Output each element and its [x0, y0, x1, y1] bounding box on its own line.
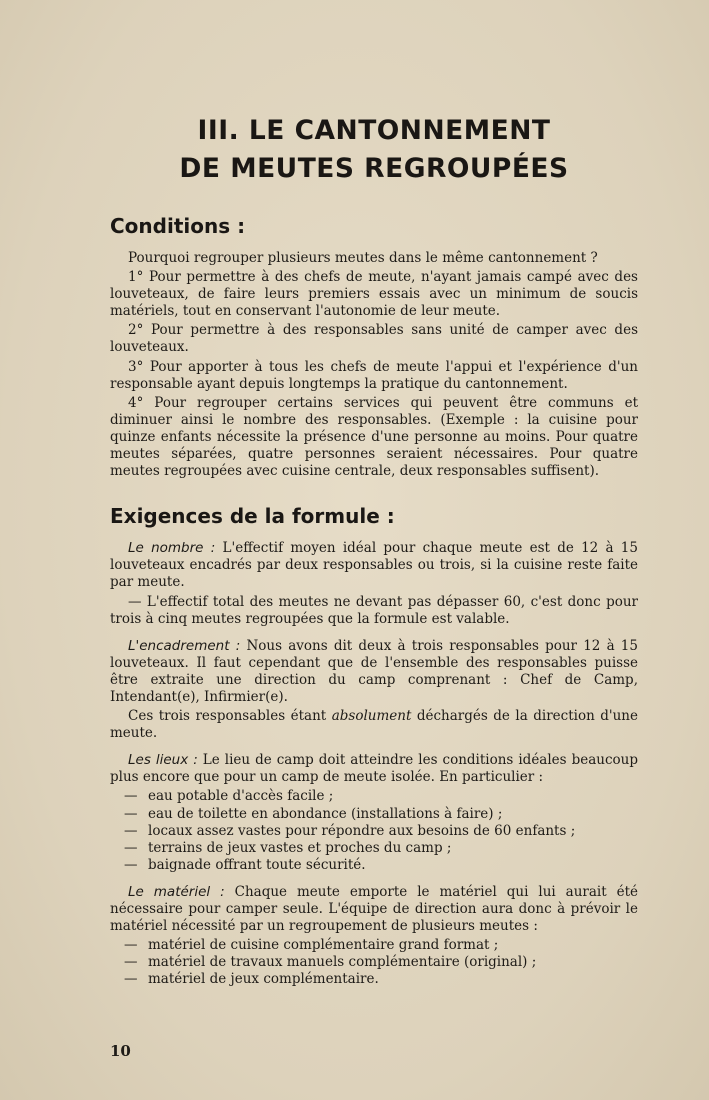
encadrement-block	[110, 638, 638, 743]
conditions-paragraph-4: 4° Pour regrouper certains services qui peuvent être communs et diminuer ainsi le nombre des responsables. (Exemple : la cuisine pour quinze enfants nécessite la présence d'une personne au moins. Pour quatre meutes séparées, quatre personnes seraient nécessaires. Pour quatre meutes regroupées avec cuisine centrale, deux responsables suffisent).	[110, 394, 638, 480]
encadrement-p2-start: Ces trois responsables étant	[128, 708, 332, 725]
conditions-paragraph-question: Pourquoi regrouper plusieurs meutes dans le même cantonnement ?	[128, 250, 598, 266]
page-content	[110, 112, 638, 988]
list-item-text: matériel de cuisine complémentaire grand format ;	[148, 937, 499, 954]
lieux-list	[110, 788, 638, 873]
conditions-paragraph-2: 2° Pour permettre à des responsables sans unité de camper avec des louveteaux.	[110, 322, 638, 356]
list-item	[110, 788, 638, 805]
dash-marker: —	[124, 805, 138, 822]
materiel-paragraph	[110, 884, 638, 935]
nombre-lead: Le nombre :	[128, 540, 216, 557]
materiel-text: Chaque meute emporte le matériel qui lui aurait été nécessaire pour camper seule. L'équipe de direction aura donc à prévoir le matériel nécessité par un regroupement de plusieurs meutes :	[110, 883, 639, 935]
chapter-title-line-1: III. LE CANTONNEMENT	[197, 115, 551, 146]
list-item	[110, 954, 638, 971]
conditions-section	[110, 250, 638, 480]
dash-marker: —	[124, 954, 138, 971]
chapter-title-line-2: DE MEUTES REGROUPÉES	[179, 153, 569, 184]
encadrement-paragraph-2	[110, 708, 638, 742]
dash-marker: —	[124, 788, 138, 805]
conditions-heading: Conditions :	[110, 214, 246, 238]
lieux-lead: Les lieux :	[128, 752, 198, 769]
dash-marker: —	[124, 937, 138, 954]
list-item	[110, 857, 638, 874]
dash-marker: —	[124, 856, 138, 873]
encadrement-p2-end: déchargés de la direction d'une meute.	[110, 708, 638, 742]
page-number: 10	[110, 1042, 131, 1060]
list-item-text: locaux assez vastes pour répondre aux besoins de 60 enfants ;	[148, 822, 576, 839]
list-item	[110, 806, 638, 823]
list-item	[110, 840, 638, 857]
nombre-paragraph-2: — L'effectif total des meutes ne devant pas dépasser 60, c'est donc pour trois à cinq meutes regroupées que la formule est valable.	[110, 593, 638, 627]
encadrement-p2-emphasis: absolument	[331, 708, 412, 725]
list-item	[110, 823, 638, 840]
dash-marker: —	[124, 971, 138, 988]
conditions-paragraph-1: 1° Pour permettre à des chefs de meute, n'ayant jamais campé avec des louveteaux, de faire leurs premiers essais avec un minimum de soucis matériels, tout en conservant l'autonomie de leur meute.	[110, 269, 638, 320]
list-item-text: terrains de jeux vastes et proches du camp ;	[148, 839, 452, 856]
dash-marker: —	[124, 839, 138, 856]
exigences-section	[110, 540, 638, 988]
dash-marker: —	[124, 822, 138, 839]
list-item-text: matériel de jeux complémentaire.	[148, 971, 379, 988]
nombre-block	[110, 540, 638, 627]
list-item	[110, 937, 638, 954]
chapter-title	[110, 112, 638, 188]
conditions-paragraph-3: 3° Pour apporter à tous les chefs de meute l'appui et l'expérience d'un responsable ayant depuis longtemps la pratique du cantonnement.	[110, 358, 638, 392]
list-item	[110, 971, 638, 988]
materiel-block	[110, 884, 638, 989]
nombre-text: L'effectif moyen idéal pour chaque meute est de 12 à 15 louveteaux encadrés par deux responsables ou trois, si la cuisine reste faite par meute.	[110, 540, 638, 591]
list-item-text: matériel de travaux manuels complémentaire (original) ;	[148, 954, 537, 971]
encadrement-paragraph	[110, 638, 638, 706]
list-item-text: baignade offrant toute sécurité.	[148, 856, 366, 873]
lieux-text: Le lieu de camp doit atteindre les conditions idéales beaucoup plus encore que pour un camp de meute isolée. En particulier :	[110, 752, 638, 786]
lieux-paragraph	[110, 752, 638, 786]
lieux-block	[110, 752, 638, 874]
list-item-text: eau de toilette en abondance (installations à faire) ;	[148, 805, 503, 822]
list-item-text: eau potable d'accès facile ;	[148, 788, 334, 805]
nombre-paragraph	[110, 540, 638, 591]
materiel-lead: Le matériel :	[128, 883, 225, 900]
exigences-heading: Exigences de la formule :	[110, 504, 395, 529]
materiel-list	[110, 937, 638, 988]
encadrement-lead: L'encadrement :	[128, 637, 241, 654]
encadrement-text: Nous avons dit deux à trois responsables pour 12 à 15 louveteaux. Il faut cependant que de l'ensemble des responsables puisse être extraite une direction du camp comprenant : Chef de Camp, Intendant(e), Infirmier(e).	[110, 637, 638, 705]
